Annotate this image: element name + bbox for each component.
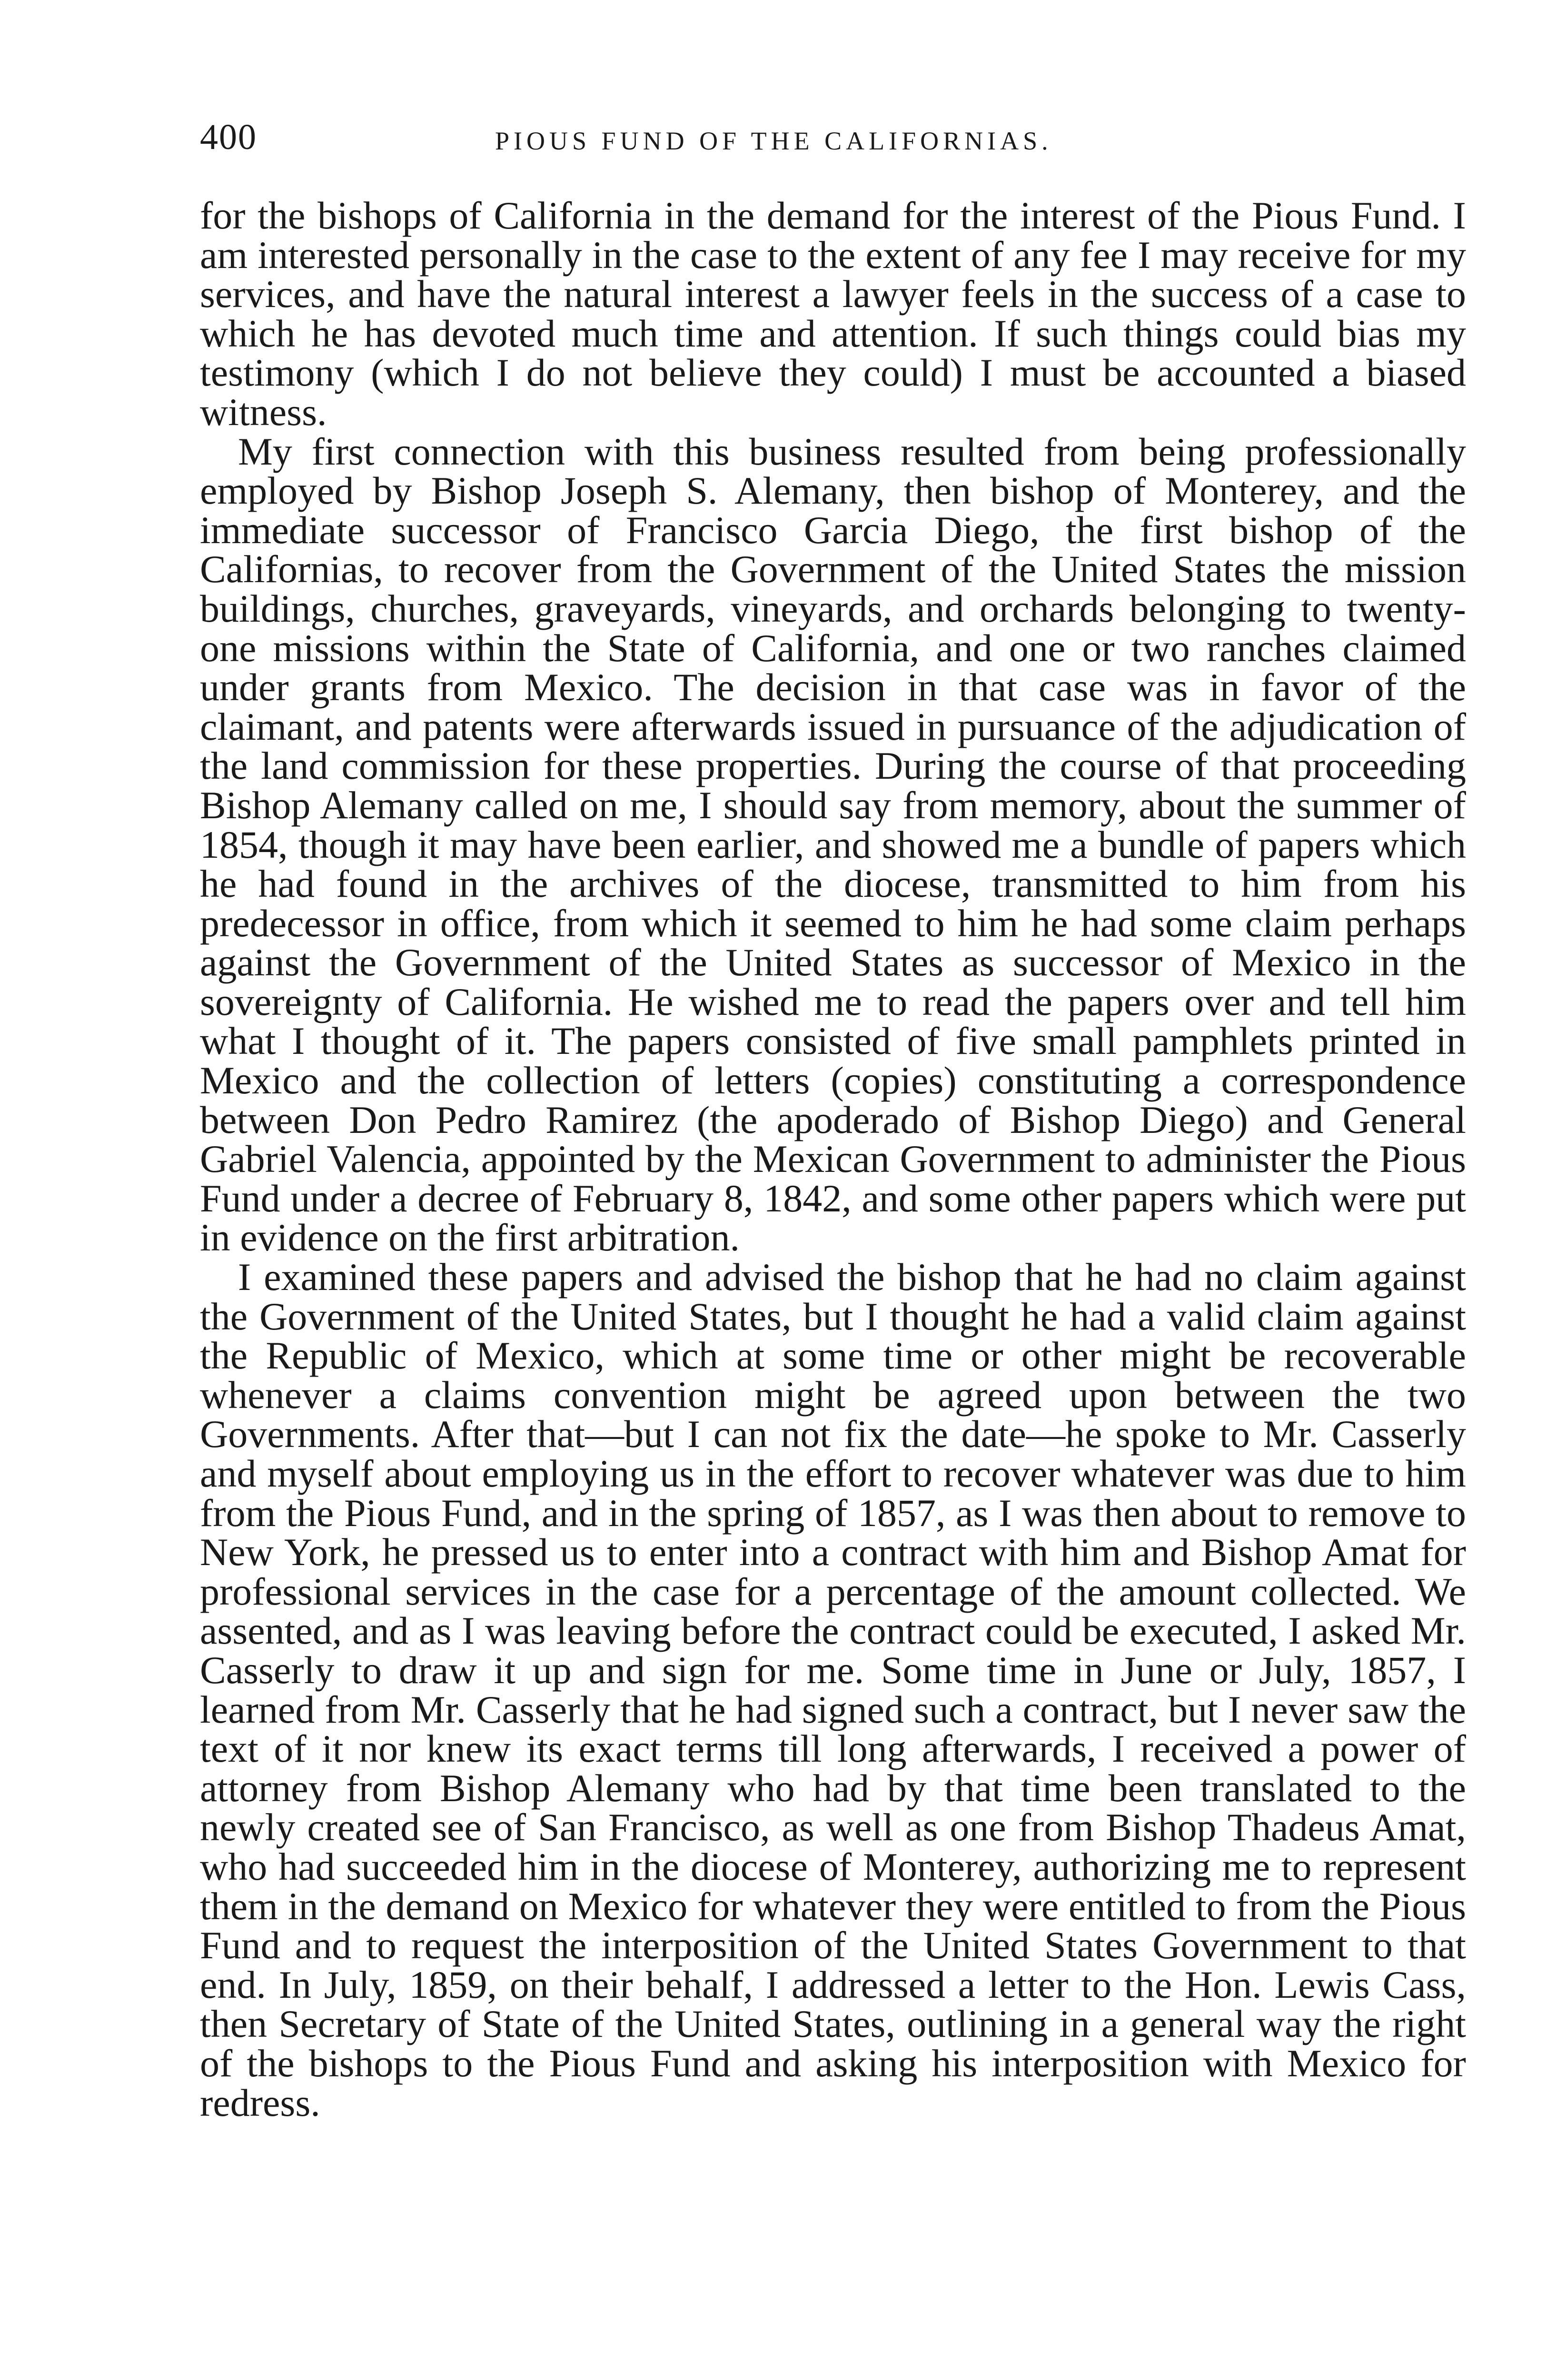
paragraph-continued: for the bishops of California in the demand for the interest of the Pious Fund. I am interested personally in the case to the extent of any fee I may receive for my services, and have the natural interest a lawyer feels in the success of a case to which he has devoted much time and attention. If such things could bias my testimony (which I do not believe they could) I must be accounted a biased witness. [200,194,1466,434]
running-title: PIOUS FUND OF THE CALIFORNIAS. [495,127,1052,155]
running-header [200,113,1466,166]
paragraph-examined-papers: I examined these papers and advised the bishop that he had no claim against the Government of the United States, but I thought he had a valid claim against the Republic of Mexico, which at some time or other might be recoverable whenever a claims convention might be agreed upon between the two Governments. After that—but I can not fix the date—he spoke to Mr. Casserly and myself about employing us in the effort to recover whatever was due to him from the Pious Fund, and in the spring of 1857, as I was then about to remove to New York, he pressed us to enter into a contract with him and Bishop Amat for professional services in the case for a percentage of the amount collected. We assented, and as I was leaving before the contract could be executed, I asked Mr. Casserly to draw it up and sign for me. Some time in June or July, 1857, I learned from Mr. Casserly that he had signed such a contract, but I never saw the text of it nor knew its exact terms till long afterwards, I received a power of attorney from Bishop Alemany who had by that time been translated to the newly created see of San Francisco, as well as one from Bishop Thadeus Amat, who had succeeded him in the diocese of Monterey, authorizing me to represent them in the demand on Mexico for whatever they were entitled to from the Pious Fund and to request the interposition of the United States Government to that end. In July, 1859, on their behalf, I addressed a letter to the Hon. Lewis Cass, then Secretary of State of the United States, outlining in a general way the right of the bishops to the Pious Fund and asking his interposition with Mexico for redress. [200,1255,1466,2124]
paragraph-first-connection: My first connection with this business resulted from being professionally employed by Bishop Joseph S. Alemany, then bishop of Monterey, and the immediate successor of Francisco Garcia Diego, the first bishop of the Californias, to recover from the Government of the United States the mission buildings, churches, graveyards, vineyards, and orchards belonging to twenty-one missions within the State of California, and one or two ranches claimed under grants from Mexico. The decision in that case was in favor of the claimant, and patents were afterwards issued in pursuance of the adjudication of the land commission for these properties. During the course of that proceeding Bishop Alemany called on me, I should say from memory, about the summer of 1854, though it may have been earlier, and showed me a bundle of papers which he had found in the archives of the diocese, transmitted to him from his predecessor in office, from which it seemed to him he had some claim perhaps against the Government of the United States as successor of Mexico in the sovereignty of California. He wished me to read the papers over and tell him what I thought of it. The papers consisted of five small pamphlets printed in Mexico and the collection of letters (copies) constituting a correspondence between Don Pedro Ramirez (the apoderado of Bishop Diego) and General Gabriel Valencia, appointed by the Mexican Government to administer the Pious Fund under a decree of February 8, 1842, and some other papers which were put in evidence on the first arbitration. [200,429,1466,1259]
body-text [200,196,1466,2122]
page-number: 400 [200,117,257,157]
